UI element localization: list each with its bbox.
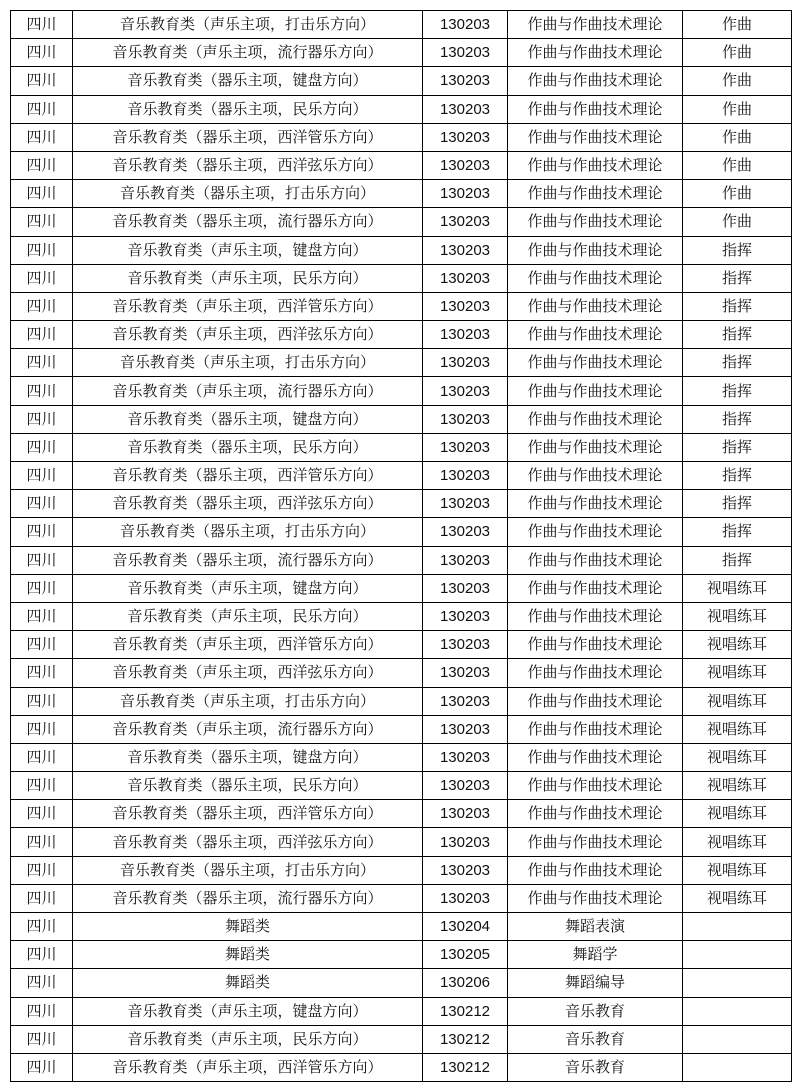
major-code-cell: 130203 [423, 828, 508, 856]
table-body [11, 11, 792, 1082]
province-cell: 四川 [11, 433, 73, 461]
exam-subject-cell: 指挥 [683, 377, 792, 405]
table-row [11, 377, 792, 405]
province-cell: 四川 [11, 180, 73, 208]
major-name-cell: 作曲与作曲技术理论 [508, 659, 683, 687]
category-cell: 音乐教育类（声乐主项，西洋管乐方向） [73, 631, 423, 659]
major-code-cell: 130203 [423, 264, 508, 292]
exam-subject-cell: 视唱练耳 [683, 715, 792, 743]
table-row [11, 11, 792, 39]
exam-subject-cell: 视唱练耳 [683, 602, 792, 630]
province-cell: 四川 [11, 659, 73, 687]
exam-subject-cell: 视唱练耳 [683, 856, 792, 884]
exam-subject-cell: 指挥 [683, 518, 792, 546]
major-code-cell: 130203 [423, 602, 508, 630]
province-cell: 四川 [11, 264, 73, 292]
exam-subject-cell: 指挥 [683, 462, 792, 490]
category-cell: 音乐教育类（器乐主项，民乐方向） [73, 95, 423, 123]
major-name-cell: 作曲与作曲技术理论 [508, 349, 683, 377]
province-cell: 四川 [11, 828, 73, 856]
province-cell: 四川 [11, 208, 73, 236]
exam-subject-cell: 作曲 [683, 208, 792, 236]
province-cell: 四川 [11, 969, 73, 997]
major-code-cell: 130212 [423, 1053, 508, 1081]
major-name-cell: 作曲与作曲技术理论 [508, 743, 683, 771]
category-cell: 音乐教育类（器乐主项，打击乐方向） [73, 518, 423, 546]
exam-subject-cell: 指挥 [683, 546, 792, 574]
province-cell: 四川 [11, 95, 73, 123]
exam-subject-cell: 指挥 [683, 433, 792, 461]
category-cell: 音乐教育类（器乐主项，西洋弦乐方向） [73, 151, 423, 179]
major-code-cell: 130203 [423, 151, 508, 179]
exam-subject-cell: 指挥 [683, 405, 792, 433]
major-code-cell: 130205 [423, 941, 508, 969]
category-cell: 音乐教育类（声乐主项，西洋弦乐方向） [73, 659, 423, 687]
category-cell: 音乐教育类（声乐主项，流行器乐方向） [73, 715, 423, 743]
province-cell: 四川 [11, 123, 73, 151]
category-cell: 音乐教育类（器乐主项，键盘方向） [73, 67, 423, 95]
table-row [11, 856, 792, 884]
table-row [11, 349, 792, 377]
major-code-cell: 130203 [423, 462, 508, 490]
category-cell: 音乐教育类（器乐主项，民乐方向） [73, 433, 423, 461]
table-row [11, 743, 792, 771]
major-name-cell: 作曲与作曲技术理论 [508, 67, 683, 95]
major-name-cell: 作曲与作曲技术理论 [508, 800, 683, 828]
major-name-cell: 作曲与作曲技术理论 [508, 631, 683, 659]
category-cell: 舞蹈类 [73, 941, 423, 969]
province-cell: 四川 [11, 884, 73, 912]
table-row [11, 913, 792, 941]
major-name-cell: 音乐教育 [508, 1053, 683, 1081]
table-row [11, 151, 792, 179]
category-cell: 音乐教育类（器乐主项，流行器乐方向） [73, 884, 423, 912]
major-code-cell: 130203 [423, 11, 508, 39]
exam-subject-cell: 作曲 [683, 151, 792, 179]
major-name-cell: 作曲与作曲技术理论 [508, 180, 683, 208]
province-cell: 四川 [11, 800, 73, 828]
major-code-cell: 130203 [423, 208, 508, 236]
major-code-cell: 130203 [423, 67, 508, 95]
major-code-cell: 130203 [423, 433, 508, 461]
category-cell: 音乐教育类（器乐主项，流行器乐方向） [73, 546, 423, 574]
table-row [11, 236, 792, 264]
major-code-cell: 130203 [423, 631, 508, 659]
major-name-cell: 舞蹈学 [508, 941, 683, 969]
exam-subject-cell: 指挥 [683, 321, 792, 349]
exam-subject-cell: 作曲 [683, 67, 792, 95]
major-name-cell: 作曲与作曲技术理论 [508, 123, 683, 151]
table-row [11, 321, 792, 349]
major-name-cell: 作曲与作曲技术理论 [508, 151, 683, 179]
table-row [11, 631, 792, 659]
major-code-cell: 130203 [423, 180, 508, 208]
major-name-cell: 作曲与作曲技术理论 [508, 95, 683, 123]
exam-subject-cell: 指挥 [683, 264, 792, 292]
category-cell: 音乐教育类（声乐主项，打击乐方向） [73, 349, 423, 377]
table-row [11, 800, 792, 828]
category-cell: 音乐教育类（声乐主项，民乐方向） [73, 264, 423, 292]
major-code-cell: 130203 [423, 800, 508, 828]
major-code-cell: 130203 [423, 405, 508, 433]
table-row [11, 462, 792, 490]
major-name-cell: 作曲与作曲技术理论 [508, 856, 683, 884]
major-code-cell: 130203 [423, 292, 508, 320]
exam-subject-cell: 视唱练耳 [683, 772, 792, 800]
exam-subject-cell [683, 1025, 792, 1053]
category-cell: 音乐教育类（声乐主项，西洋管乐方向） [73, 1053, 423, 1081]
major-code-cell: 130203 [423, 321, 508, 349]
province-cell: 四川 [11, 941, 73, 969]
major-code-cell: 130203 [423, 490, 508, 518]
major-name-cell: 作曲与作曲技术理论 [508, 715, 683, 743]
major-name-cell: 音乐教育 [508, 997, 683, 1025]
major-name-cell: 作曲与作曲技术理论 [508, 433, 683, 461]
major-code-cell: 130203 [423, 743, 508, 771]
category-cell: 音乐教育类（器乐主项，键盘方向） [73, 405, 423, 433]
category-cell: 音乐教育类（声乐主项，键盘方向） [73, 997, 423, 1025]
major-name-cell: 作曲与作曲技术理论 [508, 264, 683, 292]
category-cell: 音乐教育类（器乐主项，民乐方向） [73, 772, 423, 800]
exam-subject-cell [683, 969, 792, 997]
category-cell: 音乐教育类（声乐主项，流行器乐方向） [73, 39, 423, 67]
table-row [11, 208, 792, 236]
category-cell: 音乐教育类（声乐主项，键盘方向） [73, 574, 423, 602]
exam-subject-cell [683, 997, 792, 1025]
table-row [11, 574, 792, 602]
table-row [11, 405, 792, 433]
category-cell: 音乐教育类（器乐主项，键盘方向） [73, 743, 423, 771]
major-name-cell: 作曲与作曲技术理论 [508, 208, 683, 236]
admissions-table [10, 10, 792, 1082]
table-row [11, 941, 792, 969]
major-name-cell: 作曲与作曲技术理论 [508, 574, 683, 602]
table-row [11, 67, 792, 95]
major-name-cell: 作曲与作曲技术理论 [508, 828, 683, 856]
major-name-cell: 作曲与作曲技术理论 [508, 546, 683, 574]
major-name-cell: 舞蹈表演 [508, 913, 683, 941]
table-row [11, 828, 792, 856]
major-name-cell: 音乐教育 [508, 1025, 683, 1053]
table-row [11, 39, 792, 67]
exam-subject-cell: 作曲 [683, 11, 792, 39]
exam-subject-cell [683, 913, 792, 941]
major-name-cell: 舞蹈编导 [508, 969, 683, 997]
table-row [11, 433, 792, 461]
table-row [11, 1053, 792, 1081]
major-name-cell: 作曲与作曲技术理论 [508, 405, 683, 433]
province-cell: 四川 [11, 39, 73, 67]
category-cell: 音乐教育类（声乐主项，流行器乐方向） [73, 377, 423, 405]
category-cell: 音乐教育类（声乐主项，西洋管乐方向） [73, 292, 423, 320]
major-code-cell: 130212 [423, 1025, 508, 1053]
province-cell: 四川 [11, 462, 73, 490]
exam-subject-cell: 视唱练耳 [683, 659, 792, 687]
major-code-cell: 130203 [423, 123, 508, 151]
major-code-cell: 130203 [423, 687, 508, 715]
major-name-cell: 作曲与作曲技术理论 [508, 11, 683, 39]
exam-subject-cell: 视唱练耳 [683, 800, 792, 828]
major-name-cell: 作曲与作曲技术理论 [508, 377, 683, 405]
category-cell: 音乐教育类（器乐主项，流行器乐方向） [73, 208, 423, 236]
table-row [11, 1025, 792, 1053]
major-name-cell: 作曲与作曲技术理论 [508, 772, 683, 800]
major-code-cell: 130203 [423, 715, 508, 743]
province-cell: 四川 [11, 321, 73, 349]
province-cell: 四川 [11, 405, 73, 433]
table-row [11, 490, 792, 518]
category-cell: 音乐教育类（器乐主项，西洋管乐方向） [73, 800, 423, 828]
major-name-cell: 作曲与作曲技术理论 [508, 602, 683, 630]
category-cell: 舞蹈类 [73, 969, 423, 997]
exam-subject-cell: 作曲 [683, 180, 792, 208]
province-cell: 四川 [11, 631, 73, 659]
major-name-cell: 作曲与作曲技术理论 [508, 518, 683, 546]
category-cell: 音乐教育类（声乐主项，民乐方向） [73, 1025, 423, 1053]
province-cell: 四川 [11, 913, 73, 941]
category-cell: 音乐教育类（器乐主项，打击乐方向） [73, 856, 423, 884]
category-cell: 音乐教育类（器乐主项，西洋弦乐方向） [73, 490, 423, 518]
major-code-cell: 130203 [423, 95, 508, 123]
table-row [11, 772, 792, 800]
table-row [11, 997, 792, 1025]
category-cell: 舞蹈类 [73, 913, 423, 941]
major-name-cell: 作曲与作曲技术理论 [508, 236, 683, 264]
category-cell: 音乐教育类（器乐主项，西洋管乐方向） [73, 123, 423, 151]
major-code-cell: 130203 [423, 377, 508, 405]
exam-subject-cell: 视唱练耳 [683, 631, 792, 659]
exam-subject-cell: 视唱练耳 [683, 828, 792, 856]
province-cell: 四川 [11, 856, 73, 884]
province-cell: 四川 [11, 743, 73, 771]
category-cell: 音乐教育类（器乐主项，打击乐方向） [73, 180, 423, 208]
table-row [11, 659, 792, 687]
province-cell: 四川 [11, 349, 73, 377]
table-row [11, 180, 792, 208]
province-cell: 四川 [11, 292, 73, 320]
exam-subject-cell: 指挥 [683, 236, 792, 264]
major-code-cell: 130204 [423, 913, 508, 941]
exam-subject-cell: 指挥 [683, 349, 792, 377]
province-cell: 四川 [11, 997, 73, 1025]
table-row [11, 687, 792, 715]
province-cell: 四川 [11, 1025, 73, 1053]
table-row [11, 518, 792, 546]
major-code-cell: 130203 [423, 659, 508, 687]
province-cell: 四川 [11, 151, 73, 179]
table-row [11, 969, 792, 997]
province-cell: 四川 [11, 67, 73, 95]
major-code-cell: 130212 [423, 997, 508, 1025]
table-row [11, 884, 792, 912]
province-cell: 四川 [11, 518, 73, 546]
province-cell: 四川 [11, 490, 73, 518]
major-code-cell: 130203 [423, 856, 508, 884]
category-cell: 音乐教育类（声乐主项，打击乐方向） [73, 11, 423, 39]
major-name-cell: 作曲与作曲技术理论 [508, 462, 683, 490]
province-cell: 四川 [11, 687, 73, 715]
exam-subject-cell: 指挥 [683, 490, 792, 518]
table-row [11, 264, 792, 292]
province-cell: 四川 [11, 715, 73, 743]
major-code-cell: 130203 [423, 518, 508, 546]
table-row [11, 546, 792, 574]
major-code-cell: 130203 [423, 546, 508, 574]
table-row [11, 292, 792, 320]
category-cell: 音乐教育类（器乐主项，西洋弦乐方向） [73, 828, 423, 856]
province-cell: 四川 [11, 1053, 73, 1081]
exam-subject-cell: 作曲 [683, 95, 792, 123]
major-code-cell: 130203 [423, 39, 508, 67]
category-cell: 音乐教育类（声乐主项，键盘方向） [73, 236, 423, 264]
table-row [11, 602, 792, 630]
exam-subject-cell [683, 941, 792, 969]
exam-subject-cell: 作曲 [683, 123, 792, 151]
exam-subject-cell: 视唱练耳 [683, 743, 792, 771]
major-name-cell: 作曲与作曲技术理论 [508, 490, 683, 518]
province-cell: 四川 [11, 236, 73, 264]
province-cell: 四川 [11, 377, 73, 405]
province-cell: 四川 [11, 11, 73, 39]
major-name-cell: 作曲与作曲技术理论 [508, 321, 683, 349]
exam-subject-cell: 作曲 [683, 39, 792, 67]
major-code-cell: 130206 [423, 969, 508, 997]
exam-subject-cell: 视唱练耳 [683, 574, 792, 602]
major-name-cell: 作曲与作曲技术理论 [508, 39, 683, 67]
table-row [11, 715, 792, 743]
major-name-cell: 作曲与作曲技术理论 [508, 884, 683, 912]
exam-subject-cell: 视唱练耳 [683, 884, 792, 912]
province-cell: 四川 [11, 546, 73, 574]
exam-subject-cell [683, 1053, 792, 1081]
province-cell: 四川 [11, 574, 73, 602]
major-code-cell: 130203 [423, 574, 508, 602]
major-code-cell: 130203 [423, 236, 508, 264]
major-name-cell: 作曲与作曲技术理论 [508, 292, 683, 320]
category-cell: 音乐教育类（声乐主项，西洋弦乐方向） [73, 321, 423, 349]
major-code-cell: 130203 [423, 349, 508, 377]
category-cell: 音乐教育类（声乐主项，打击乐方向） [73, 687, 423, 715]
exam-subject-cell: 指挥 [683, 292, 792, 320]
major-code-cell: 130203 [423, 772, 508, 800]
table-row [11, 95, 792, 123]
major-name-cell: 作曲与作曲技术理论 [508, 687, 683, 715]
major-code-cell: 130203 [423, 884, 508, 912]
category-cell: 音乐教育类（声乐主项，民乐方向） [73, 602, 423, 630]
province-cell: 四川 [11, 772, 73, 800]
province-cell: 四川 [11, 602, 73, 630]
exam-subject-cell: 视唱练耳 [683, 687, 792, 715]
table-row [11, 123, 792, 151]
category-cell: 音乐教育类（器乐主项，西洋管乐方向） [73, 462, 423, 490]
